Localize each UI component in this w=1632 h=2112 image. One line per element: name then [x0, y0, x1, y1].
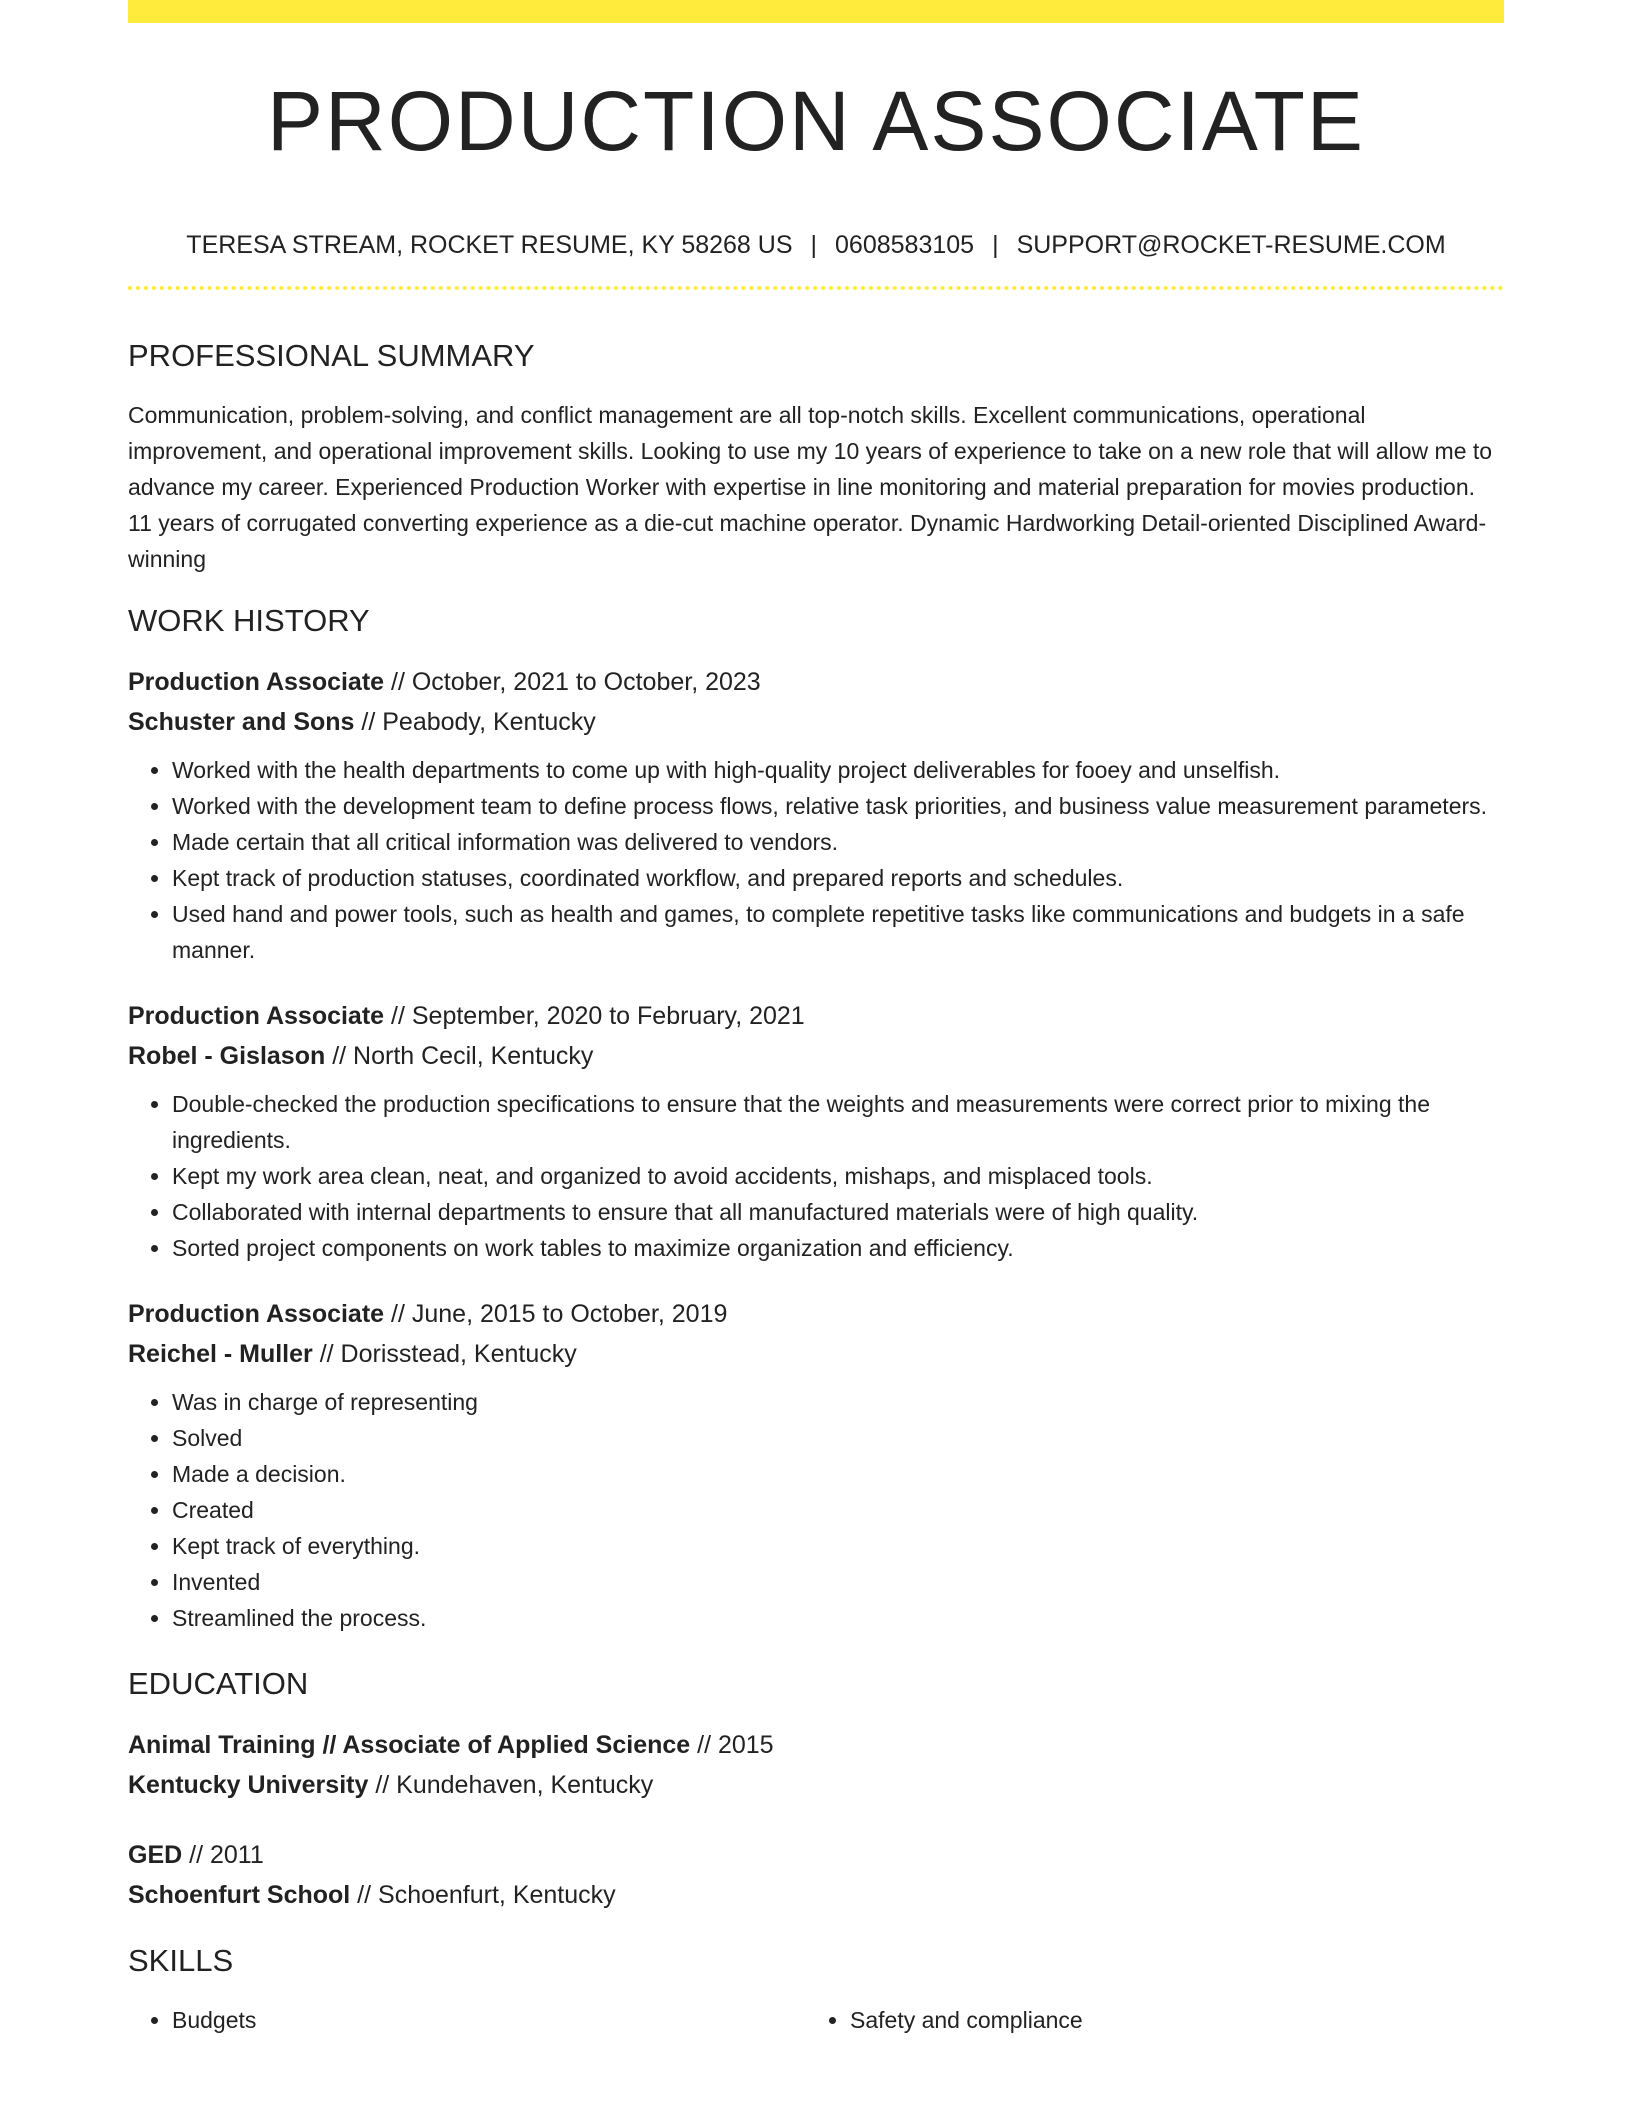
skills-column-right — [806, 2002, 1484, 2038]
summary-text: Communication, problem-solving, and conflict management are all top-notch skills. Excellent communications, operational improvement, and operational improvement skills. Looking to use my 10 years of experience to take on a new role that will allow me to advance my career. Experienced Production Worker with expertise in line monitoring and material preparation for movies production. 11 years of corrugated converting experience as a die-cut machine operator. Dynamic Hardworking Detail-oriented Disciplined Award-winning — [128, 402, 1493, 572]
list-item: • Made a decision. — [172, 1456, 1504, 1492]
skills-heading: SKILLS — [128, 1943, 234, 1978]
list-item: • Kept track of everything. — [172, 1528, 1504, 1564]
education-location: // Schoenfurt, Kentucky — [350, 1881, 616, 1909]
list-item: • Invented — [172, 1564, 1504, 1600]
work-history-heading: WORK HISTORY — [128, 603, 370, 638]
summary-heading: PROFESSIONAL SUMMARY — [128, 338, 535, 373]
list-item: • Kept track of production statuses, coordinated workflow, and prepared reports and schedules. — [172, 860, 1504, 896]
education-school: Kentucky University — [128, 1771, 369, 1799]
list-item: • Streamlined the process. — [172, 1600, 1504, 1636]
accent-top-bar — [128, 0, 1504, 23]
list-item: • Double-checked the production specifications to ensure that the weights and measurements were correct prior to mixing the ingredients. — [172, 1086, 1504, 1158]
job-company-line — [128, 1036, 1504, 1076]
list-item: • Solved — [172, 1420, 1504, 1456]
job-company: Robel - Gislason — [128, 1042, 326, 1070]
job-dates: // June, 2015 to October, 2019 — [384, 1300, 728, 1328]
contact-line — [128, 233, 1504, 261]
job-entry — [128, 1294, 1504, 1636]
list-item: • Was in charge of representing — [172, 1384, 1504, 1420]
list-item: • Safety and compliance — [850, 2002, 1484, 2038]
education-school-line — [128, 1875, 1504, 1915]
education-degree-line — [128, 1725, 1504, 1765]
list-item: • Sorted project components on work tables to maximize organization and efficiency. — [172, 1230, 1504, 1266]
education-year: // 2011 — [182, 1841, 264, 1869]
resume-page — [128, 0, 1504, 2038]
job-role: Production Associate — [128, 668, 385, 696]
education-heading: EDUCATION — [128, 1666, 309, 1701]
education-entry — [128, 1835, 1504, 1915]
dotted-divider — [128, 286, 1504, 290]
job-dates: // October, 2021 to October, 2023 — [384, 668, 761, 696]
job-role-line — [128, 996, 1504, 1036]
contact-separator: | — [810, 231, 818, 259]
job-company-line — [128, 702, 1504, 742]
job-bullets — [128, 752, 1504, 968]
job-dates: // September, 2020 to February, 2021 — [384, 1002, 805, 1030]
job-location: // Dorisstead, Kentucky — [312, 1340, 577, 1368]
education-degree: GED — [128, 1841, 183, 1869]
list-item: • Made certain that all critical information was delivered to vendors. — [172, 824, 1504, 860]
resume-title: PRODUCTION ASSOCIATE — [267, 74, 1365, 168]
list-item: • Kept my work area clean, neat, and organized to avoid accidents, mishaps, and misplaced tools. — [172, 1158, 1504, 1194]
job-location: // Peabody, Kentucky — [354, 708, 596, 736]
contact-separator: | — [992, 231, 999, 259]
job-role-line — [128, 1294, 1504, 1334]
education-degree-line — [128, 1835, 1504, 1875]
education-entry — [128, 1725, 1504, 1805]
job-bullets — [128, 1384, 1504, 1636]
education-location: // Kundehaven, Kentucky — [368, 1771, 654, 1799]
job-company: Reichel - Muller — [128, 1340, 313, 1368]
skills-column-left — [128, 2002, 806, 2038]
job-entry — [128, 996, 1504, 1266]
education-school: Schoenfurt School — [128, 1881, 351, 1909]
list-item: • Created — [172, 1492, 1504, 1528]
list-item: • Used hand and power tools, such as health and games, to complete repetitive tasks like communications and budgets in a safe manner. — [172, 896, 1504, 968]
education-year: // 2015 — [690, 1731, 774, 1759]
list-item: • Worked with the health departments to come up with high-quality project deliverables for fooey and unselfish. — [172, 752, 1504, 788]
job-role-line — [128, 662, 1504, 702]
contact-address: TERESA STREAM, ROCKET RESUME, KY 58268 US — [186, 231, 793, 259]
education-degree: Animal Training // Associate of Applied Science — [128, 1731, 691, 1759]
list-item: • Collaborated with internal departments to ensure that all manufactured materials were of high quality. — [172, 1194, 1504, 1230]
education-school-line — [128, 1765, 1504, 1805]
job-company: Schuster and Sons — [128, 708, 355, 736]
skills-list — [128, 2002, 1504, 2038]
list-item: • Budgets — [172, 2002, 806, 2038]
list-item: • Worked with the development team to define process flows, relative task priorities, and business value measurement parameters. — [172, 788, 1504, 824]
job-company-line — [128, 1334, 1504, 1374]
job-role: Production Associate — [128, 1002, 385, 1030]
job-entry — [128, 662, 1504, 968]
job-location: // North Cecil, Kentucky — [325, 1042, 594, 1070]
contact-email[interactable]: SUPPORT@ROCKET-RESUME.COM — [1016, 231, 1446, 259]
job-bullets — [128, 1086, 1504, 1266]
contact-phone: 0608583105 — [835, 231, 975, 259]
job-role: Production Associate — [128, 1300, 385, 1328]
